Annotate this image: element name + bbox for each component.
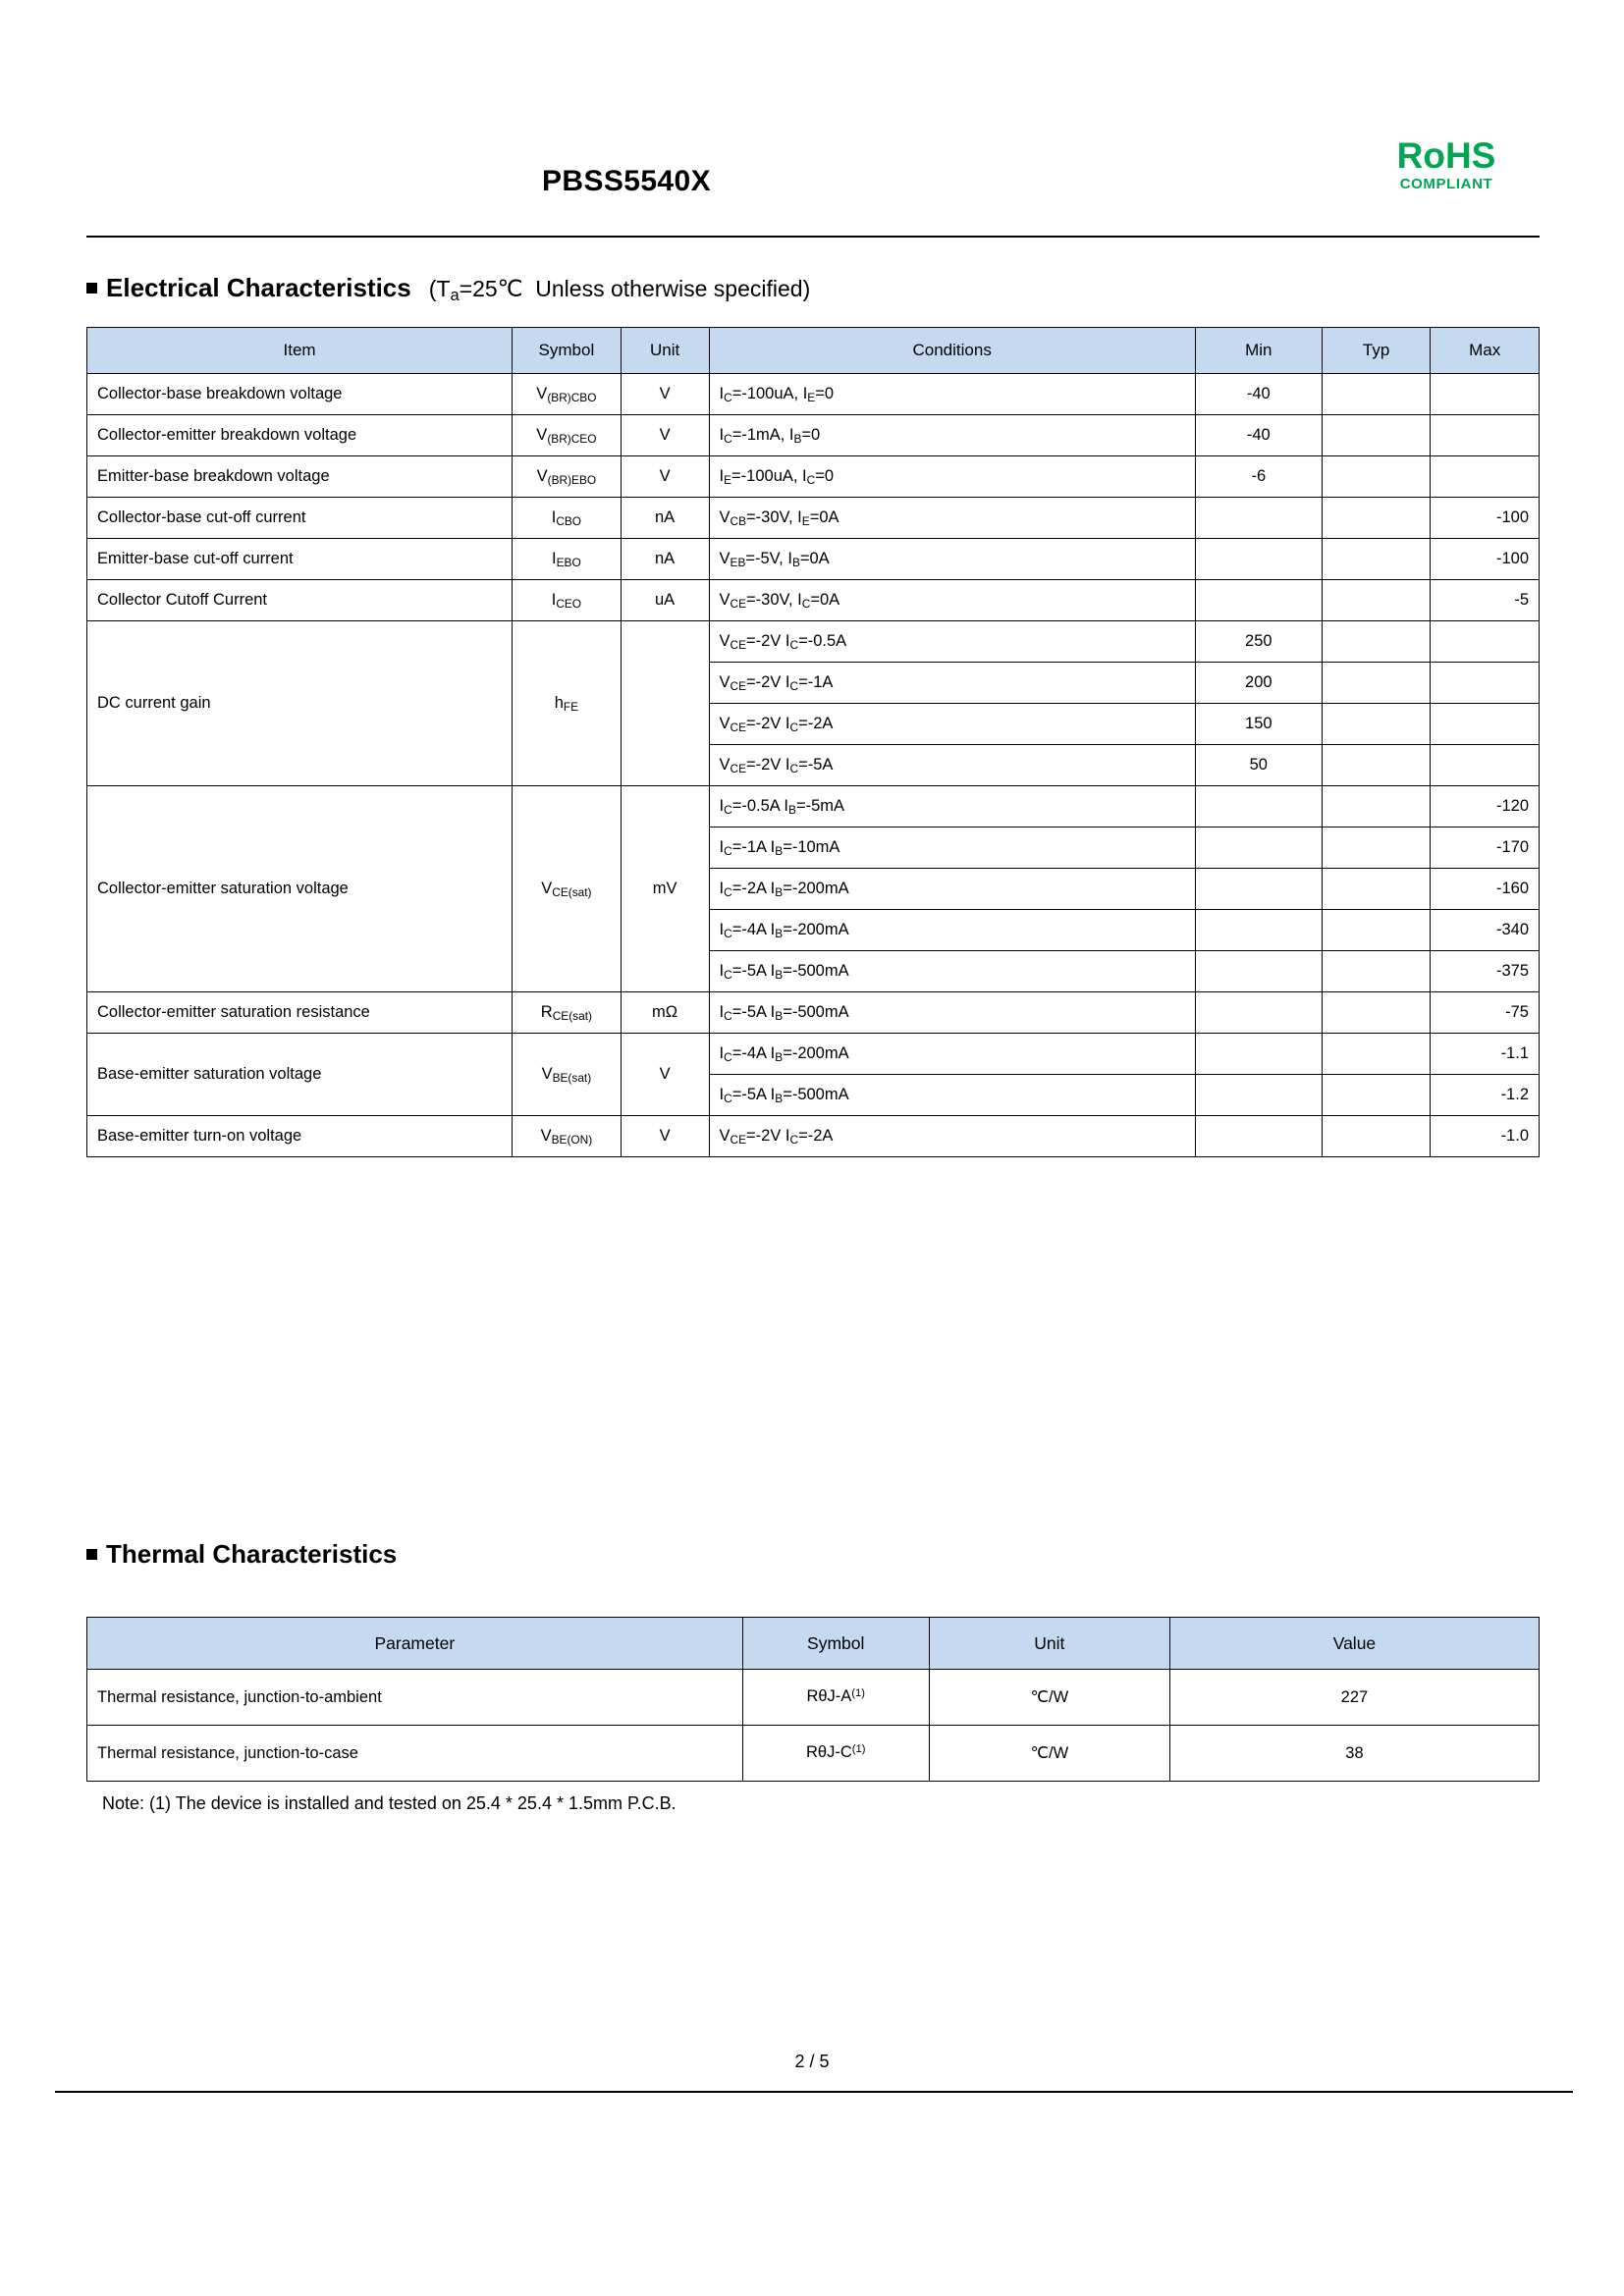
cell-max: -1.1 bbox=[1431, 1034, 1540, 1075]
col-symbol: Symbol bbox=[742, 1618, 929, 1670]
bullet-square-icon bbox=[86, 283, 97, 294]
thermal-heading-text: Thermal Characteristics bbox=[106, 1539, 398, 1569]
page-title: PBSS5540X bbox=[541, 165, 712, 197]
cell-conditions: $I_C=-2A$ $I_B=-200mA$ bbox=[709, 869, 1195, 910]
cell-max bbox=[1431, 621, 1540, 663]
rohs-compliant-logo bbox=[1353, 137, 1540, 192]
cell-typ bbox=[1322, 869, 1431, 910]
cell-conditions: $V_{CB}=-30V$, $I_E=0A$ bbox=[709, 498, 1195, 539]
cell-symbol: $I_{CEO}$ bbox=[513, 580, 622, 621]
cell-item: Collector-emitter saturation resistance bbox=[87, 992, 513, 1034]
cell-conditions: $V_{CE}=-2V$ $I_C=-5A$ bbox=[709, 745, 1195, 786]
cell-min bbox=[1195, 1075, 1322, 1116]
cell-min: 50 bbox=[1195, 745, 1322, 786]
cell-value: 38 bbox=[1169, 1726, 1539, 1782]
col-conditions: Conditions bbox=[709, 328, 1195, 374]
page-number: 2 / 5 bbox=[794, 2052, 830, 2071]
cell-parameter: Thermal resistance, junction-to-ambient bbox=[87, 1670, 743, 1726]
cell-typ bbox=[1322, 1116, 1431, 1157]
cell-conditions: $V_{CE}=-2V$ $I_C=-0.5A$ bbox=[709, 621, 1195, 663]
table-row bbox=[87, 1034, 1540, 1075]
cell-item: DC current gain bbox=[87, 621, 513, 786]
cell-symbol: $V_{BE(sat)}$ bbox=[513, 1034, 622, 1116]
cell-min bbox=[1195, 910, 1322, 951]
thermal-characteristics-heading bbox=[86, 1539, 397, 1570]
cell-item: Collector-base cut-off current bbox=[87, 498, 513, 539]
col-unit: Unit bbox=[621, 328, 709, 374]
table-row bbox=[87, 580, 1540, 621]
cell-unit: mΩ bbox=[621, 992, 709, 1034]
cell-typ bbox=[1322, 415, 1431, 456]
cell-symbol: $I_{EBO}$ bbox=[513, 539, 622, 580]
cell-max: -1.0 bbox=[1431, 1116, 1540, 1157]
electrical-heading-condition: ($T_a=25℃$ Unless otherwise specified) bbox=[428, 276, 811, 305]
cell-max: -340 bbox=[1431, 910, 1540, 951]
footer-divider bbox=[55, 2091, 1573, 2093]
cell-max bbox=[1431, 374, 1540, 415]
col-parameter: Parameter bbox=[87, 1618, 743, 1670]
table-row bbox=[87, 498, 1540, 539]
col-min: Min bbox=[1195, 328, 1322, 374]
cell-min: 250 bbox=[1195, 621, 1322, 663]
cell-unit: V bbox=[621, 456, 709, 498]
cell-typ bbox=[1322, 456, 1431, 498]
cell-unit: V bbox=[621, 374, 709, 415]
cell-item: Base-emitter saturation voltage bbox=[87, 1034, 513, 1116]
cell-conditions: $V_{CE}=-2V$ $I_C=-2A$ bbox=[709, 704, 1195, 745]
cell-symbol: RθJ-$A^{(1)}$ bbox=[742, 1670, 929, 1726]
cell-conditions: $V_{EB}=-5V$, $I_B=0A$ bbox=[709, 539, 1195, 580]
cell-typ bbox=[1322, 704, 1431, 745]
cell-conditions: $I_E=-100uA$, $I_C=0$ bbox=[709, 456, 1195, 498]
cell-typ bbox=[1322, 828, 1431, 869]
cell-max: -120 bbox=[1431, 786, 1540, 828]
cell-typ bbox=[1322, 1075, 1431, 1116]
cell-max: -160 bbox=[1431, 869, 1540, 910]
cell-typ bbox=[1322, 621, 1431, 663]
table-row bbox=[87, 1116, 1540, 1157]
table-header-row bbox=[87, 1618, 1540, 1670]
cell-conditions: $I_C=-100uA$, $I_E=0$ bbox=[709, 374, 1195, 415]
cell-item: Collector-emitter saturation voltage bbox=[87, 786, 513, 992]
cell-parameter: Thermal resistance, junction-to-case bbox=[87, 1726, 743, 1782]
cell-typ bbox=[1322, 910, 1431, 951]
cell-unit: mV bbox=[621, 786, 709, 992]
cell-item: Collector Cutoff Current bbox=[87, 580, 513, 621]
cell-typ bbox=[1322, 1034, 1431, 1075]
thermal-characteristics-table bbox=[86, 1617, 1540, 1782]
cell-typ bbox=[1322, 580, 1431, 621]
cell-item: Collector-emitter breakdown voltage bbox=[87, 415, 513, 456]
cell-min: -6 bbox=[1195, 456, 1322, 498]
cell-unit: ℃/W bbox=[929, 1726, 1169, 1782]
col-unit: Unit bbox=[929, 1618, 1169, 1670]
rohs-label: RoHS bbox=[1396, 135, 1496, 176]
cell-min bbox=[1195, 992, 1322, 1034]
cell-symbol: RθJ-$C^{(1)}$ bbox=[742, 1726, 929, 1782]
cell-typ bbox=[1322, 539, 1431, 580]
cell-min bbox=[1195, 1034, 1322, 1075]
table-row bbox=[87, 456, 1540, 498]
cell-max bbox=[1431, 456, 1540, 498]
table-header-row bbox=[87, 328, 1540, 374]
table-row bbox=[87, 1670, 1540, 1726]
cell-symbol: $V_{BE(ON)}$ bbox=[513, 1116, 622, 1157]
col-item: Item bbox=[87, 328, 513, 374]
cell-symbol: $I_{CBO}$ bbox=[513, 498, 622, 539]
cell-conditions: $V_{CE}=-2V$ $I_C=-1A$ bbox=[709, 663, 1195, 704]
cell-symbol: $h_{FE}$ bbox=[513, 621, 622, 786]
cell-conditions: $V_{CE}=-2V$ $I_C=-2A$ bbox=[709, 1116, 1195, 1157]
col-symbol: Symbol bbox=[513, 328, 622, 374]
cell-min bbox=[1195, 786, 1322, 828]
cell-symbol: $R_{CE(sat)}$ bbox=[513, 992, 622, 1034]
cell-conditions: $I_C=-5A$ $I_B=-500mA$ bbox=[709, 992, 1195, 1034]
cell-symbol: $V_{(BR)EBO}$ bbox=[513, 456, 622, 498]
col-typ: Typ bbox=[1322, 328, 1431, 374]
cell-max: -5 bbox=[1431, 580, 1540, 621]
cell-conditions: $I_C=-1A$ $I_B=-10mA$ bbox=[709, 828, 1195, 869]
cell-max: -75 bbox=[1431, 992, 1540, 1034]
cell-typ bbox=[1322, 786, 1431, 828]
cell-min bbox=[1195, 828, 1322, 869]
cell-min bbox=[1195, 539, 1322, 580]
cell-conditions: $I_C=-4A$ $I_B=-200mA$ bbox=[709, 1034, 1195, 1075]
rohs-compliant-label: COMPLIANT bbox=[1399, 176, 1493, 192]
electrical-characteristics-heading bbox=[86, 273, 810, 305]
cell-min: 150 bbox=[1195, 704, 1322, 745]
cell-min: -40 bbox=[1195, 374, 1322, 415]
cell-max: -100 bbox=[1431, 498, 1540, 539]
electrical-characteristics-table bbox=[86, 327, 1540, 1157]
cell-item: Emitter-base cut-off current bbox=[87, 539, 513, 580]
cell-item: Collector-base breakdown voltage bbox=[87, 374, 513, 415]
cell-symbol: $V_{(BR)CEO}$ bbox=[513, 415, 622, 456]
table-row bbox=[87, 1726, 1540, 1782]
cell-min: -40 bbox=[1195, 415, 1322, 456]
cell-min bbox=[1195, 951, 1322, 992]
table-row bbox=[87, 539, 1540, 580]
table-row bbox=[87, 786, 1540, 828]
header-divider bbox=[86, 236, 1540, 238]
cell-conditions: $I_C=-1mA$, $I_B=0$ bbox=[709, 415, 1195, 456]
cell-min bbox=[1195, 498, 1322, 539]
cell-unit: V bbox=[621, 1034, 709, 1116]
footnote-note: Note: (1) The device is installed and tested on 25.4 * 25.4 * 1.5mm P.C.B. bbox=[102, 1793, 677, 1813]
cell-conditions: $I_C=-5A$ $I_B=-500mA$ bbox=[709, 951, 1195, 992]
cell-max bbox=[1431, 745, 1540, 786]
cell-max: -170 bbox=[1431, 828, 1540, 869]
cell-max: -375 bbox=[1431, 951, 1540, 992]
page-header bbox=[86, 137, 1538, 236]
table-row bbox=[87, 621, 1540, 663]
cell-symbol: $V_{(BR)CBO}$ bbox=[513, 374, 622, 415]
cell-item: Emitter-base breakdown voltage bbox=[87, 456, 513, 498]
col-max: Max bbox=[1431, 328, 1540, 374]
cell-unit: nA bbox=[621, 498, 709, 539]
cell-max: -100 bbox=[1431, 539, 1540, 580]
cell-typ bbox=[1322, 951, 1431, 992]
cell-conditions: $I_C=-0.5A$ $I_B=-5mA$ bbox=[709, 786, 1195, 828]
cell-max bbox=[1431, 704, 1540, 745]
cell-unit: ℃/W bbox=[929, 1670, 1169, 1726]
cell-value: 227 bbox=[1169, 1670, 1539, 1726]
cell-min bbox=[1195, 869, 1322, 910]
cell-conditions: $I_C=-5A$ $I_B=-500mA$ bbox=[709, 1075, 1195, 1116]
electrical-heading-text: Electrical Characteristics bbox=[106, 273, 411, 302]
cell-conditions: $I_C=-4A$ $I_B=-200mA$ bbox=[709, 910, 1195, 951]
bullet-square-icon bbox=[86, 1549, 97, 1560]
table-row bbox=[87, 415, 1540, 456]
cell-unit: uA bbox=[621, 580, 709, 621]
cell-conditions: $V_{CE}=-30V$, $I_C=0A$ bbox=[709, 580, 1195, 621]
cell-typ bbox=[1322, 663, 1431, 704]
cell-item: Base-emitter turn-on voltage bbox=[87, 1116, 513, 1157]
col-value: Value bbox=[1169, 1618, 1539, 1670]
cell-unit: V bbox=[621, 415, 709, 456]
cell-max: -1.2 bbox=[1431, 1075, 1540, 1116]
cell-unit bbox=[621, 621, 709, 786]
cell-typ bbox=[1322, 374, 1431, 415]
cell-typ bbox=[1322, 745, 1431, 786]
cell-symbol: $V_{CE(sat)}$ bbox=[513, 786, 622, 992]
cell-typ bbox=[1322, 992, 1431, 1034]
table-row bbox=[87, 374, 1540, 415]
cell-min bbox=[1195, 1116, 1322, 1157]
cell-unit: nA bbox=[621, 539, 709, 580]
cell-unit: V bbox=[621, 1116, 709, 1157]
cell-min bbox=[1195, 580, 1322, 621]
cell-min: 200 bbox=[1195, 663, 1322, 704]
cell-max bbox=[1431, 663, 1540, 704]
cell-typ bbox=[1322, 498, 1431, 539]
cell-max bbox=[1431, 415, 1540, 456]
table-row bbox=[87, 992, 1540, 1034]
